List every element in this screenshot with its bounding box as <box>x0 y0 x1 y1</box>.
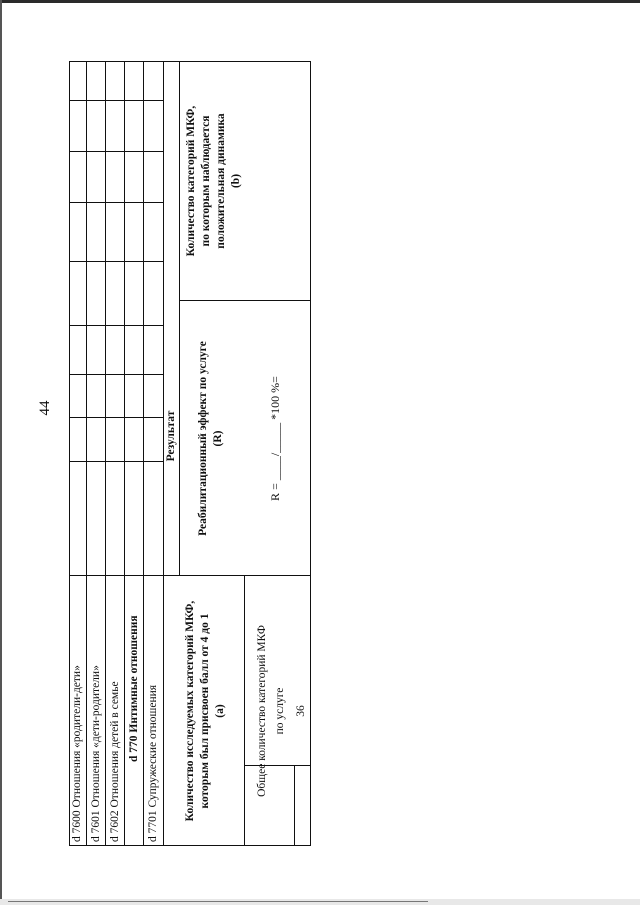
col-divider <box>69 417 163 418</box>
table-border-top <box>69 61 70 846</box>
col-divider <box>69 325 163 326</box>
scan-edge-left <box>0 0 2 905</box>
scan-edge-bottom <box>0 899 640 905</box>
row-divider <box>143 61 144 846</box>
total-value: 36 <box>295 705 307 717</box>
scan-edge-top <box>0 0 640 3</box>
result-header: Результат <box>165 410 177 462</box>
page-number: 44 <box>37 400 53 416</box>
col-a-line-2: которым был присвоен балл от 4 до 1 <box>199 613 211 809</box>
col-divider <box>69 151 163 152</box>
col-divider <box>69 261 163 262</box>
result-header-divider <box>179 61 180 576</box>
col-divider <box>69 202 163 203</box>
row-label-770: d 770 Интимные отношения <box>128 615 140 762</box>
row-label-7601: d 7601 Отношения «дети-родители» <box>90 665 102 842</box>
total-label-line-2: по услуге <box>274 687 286 735</box>
col-r-line-2: (R) <box>212 430 224 447</box>
row-label-7600: d 7600 Отношения «родители-дети» <box>71 665 83 842</box>
row-label-7602: d 7602 Отношения детей в семье <box>109 681 121 842</box>
row-divider <box>124 61 125 846</box>
table-border-bottom <box>310 61 311 846</box>
col-divider <box>69 374 163 375</box>
icf-result-table <box>69 61 311 846</box>
row-divider <box>163 61 164 846</box>
total-box-top <box>244 576 245 846</box>
col-b-line-4: (b) <box>230 173 242 189</box>
col-r-line-1: Реабилитационный эффект по услуге <box>197 341 209 536</box>
col-b-line-2: по которым наблюдается <box>200 115 212 247</box>
col-b-line-1: Количество категорий МКФ, <box>185 105 197 257</box>
col-divider <box>69 461 163 462</box>
row-divider <box>86 61 87 846</box>
total-label-line-1: Общее количество категорий МКФ <box>256 625 268 797</box>
col-b-line-3: положительная динамика <box>215 113 227 249</box>
col-divider <box>69 100 163 101</box>
col-a-line-3: (a) <box>214 704 226 718</box>
r-formula: R = ____/_____ *100 %= <box>268 376 282 501</box>
col-divider <box>69 575 163 576</box>
col-a-line-1: Количество исследуемых категорий МКФ, <box>184 600 196 822</box>
row-divider <box>105 61 106 846</box>
row-label-7701: d 7701 Супружеские отношения <box>147 684 159 842</box>
